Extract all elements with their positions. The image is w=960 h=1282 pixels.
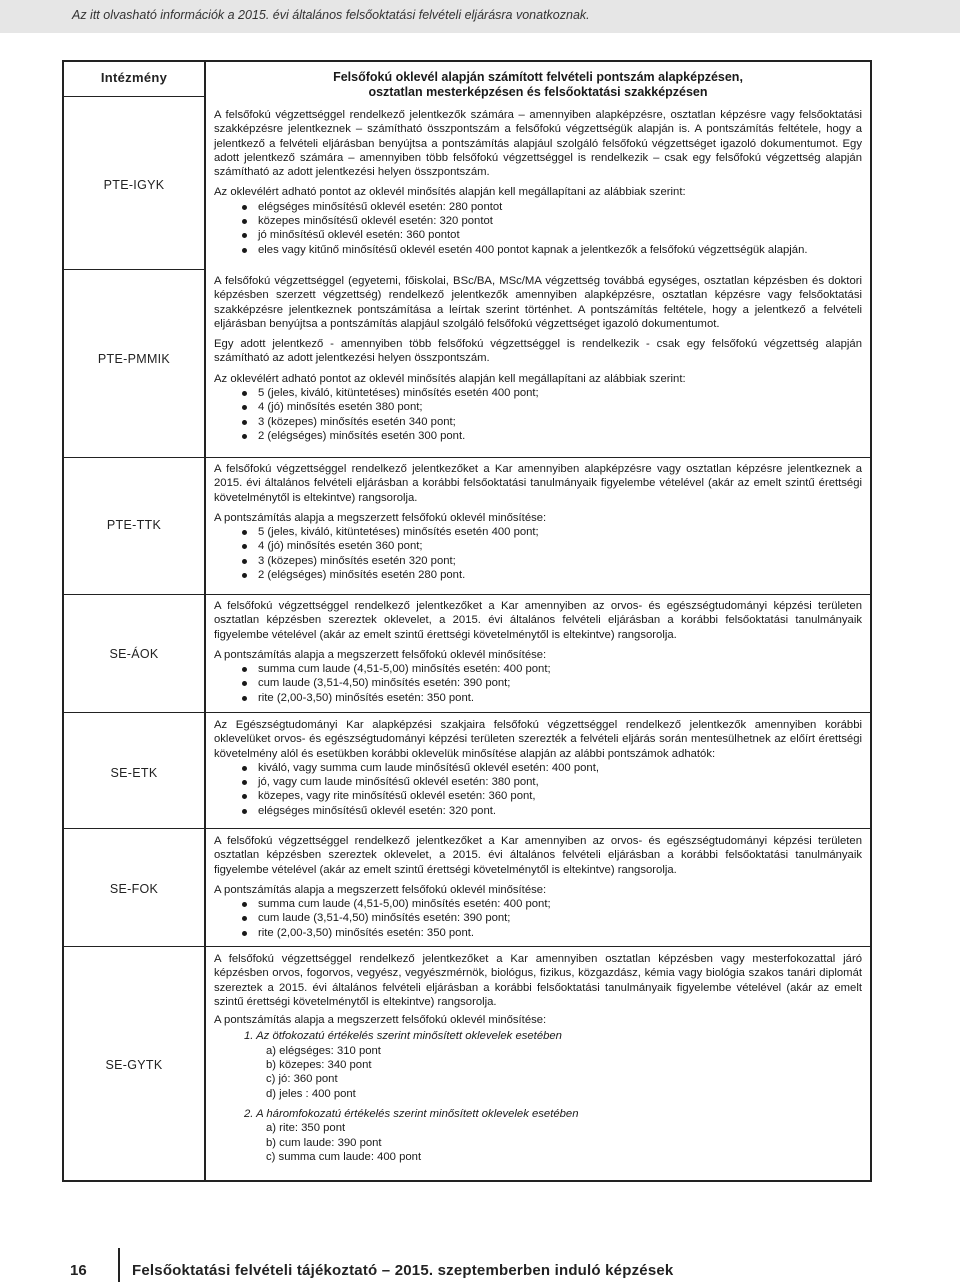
list-item: 2 (elégséges) minősítés esetén 280 pont. bbox=[242, 568, 862, 582]
list-item: cum laude (3,51-4,50) minősítés esetén: 390 pont; bbox=[242, 911, 862, 925]
row-content-se-fok: A felsőfokú végzettséggel rendelkező jelentkezőket a Kar amennyiben az orvos- és egészségtudományi képzési területen osztatlan képzésben szereztek oklevelet, a 2015. évi általános felvételi eljárásban a korábbi felsőoktatási tanulmányaik figyelembe vételével (akár az emelt szintű érettségi követelménytől is eltekintve) rangsorolja. A pontszámítás alapja a megszerzett felsőfokú oklevél minősítése: summa cum laude (4,51-5,00) minősítés esetén: 400 pont; cum laude (3,51-4,50) minősítés esetén: 390 pont; rite (2,00-3,50) minősítés esetén: 350 pont. bbox=[214, 835, 862, 939]
list-item: b) közepes: 340 pont bbox=[266, 1059, 372, 1072]
grading-group-three-level: 2. A háromfokozatú értékelés szerint minősített oklevelek esetében a) rite: 350 pont b) cum laude: 390 pont c) summa cum laude: 400 pont bbox=[244, 1107, 862, 1164]
column-divider bbox=[204, 62, 206, 1180]
row-divider bbox=[64, 457, 870, 458]
list-item: 4 (jó) minősítés esetén 380 pont; bbox=[242, 400, 862, 414]
institution-pte-ttk: PTE-TTK bbox=[106, 518, 162, 532]
top-banner bbox=[0, 0, 960, 33]
institution-se-etk: SE-ETK bbox=[110, 766, 158, 780]
points-list bbox=[242, 200, 862, 257]
list-item: elégséges minősítésű oklevél esetén: 280 pontot bbox=[242, 200, 862, 214]
admission-table bbox=[62, 60, 872, 1182]
points-list bbox=[242, 525, 862, 582]
institution-se-fok: SE-FOK bbox=[109, 882, 159, 896]
footer-divider bbox=[118, 1248, 120, 1282]
list-item: cum laude (3,51-4,50) minősítés esetén: 390 pont; bbox=[242, 676, 862, 690]
list-item: eles vagy kitűnő minősítésű oklevél esetén 400 pontot kapnak a jelentkezők a felsőfokú végzettségük alapján. bbox=[242, 243, 862, 257]
institution-pte-pmmik: PTE-PMMIK bbox=[97, 352, 171, 366]
list-item: a) rite: 350 pont bbox=[266, 1122, 346, 1135]
list-item: jó minősítésű oklevél esetén: 360 pontot bbox=[242, 228, 862, 242]
institution-column-header: Intézmény bbox=[100, 70, 168, 85]
footer-title: Felsőoktatási felvételi tájékoztató – 2015. szeptemberben induló képzések bbox=[132, 1262, 674, 1279]
grading-groups bbox=[244, 1029, 862, 1164]
row-content-pte-ttk: A felsőfokú végzettséggel rendelkező jelentkezőket a Kar amennyiben alapképzésre vagy osztatlan képzésre jelentkeznek a 2015. évi általános felvételi eljárásban a korábbi felsőoktatási tanulmányaik figyelembe vételével (akár az emelt szintű érettségi követelménytől is eltekintve) rangsorolja. A pontszámítás alapja a megszerzett felsőfokú oklevél minősítése: 5 (jeles, kiváló, kitüntetéses) minősítés esetén 400 pont; 4 (jó) minősítés esetén 360 pont; 3 (közepes) minősítés esetén 320 pont; 2 (elégséges) minősítés esetén 280 pont. bbox=[214, 463, 862, 582]
page-number: 16 bbox=[70, 1262, 87, 1279]
row-divider bbox=[64, 828, 870, 829]
list-item: a) elégséges: 310 pont bbox=[266, 1044, 381, 1057]
list-item: kiváló, vagy summa cum laude minősítésű oklevél esetén: 400 pont, bbox=[242, 761, 862, 775]
list-item: 5 (jeles, kiváló, kitüntetéses) minősítés esetén 400 pont; bbox=[242, 386, 862, 400]
row-content-se-aok: A felsőfokú végzettséggel rendelkező jelentkezőket a Kar amennyiben az orvos- és egészségtudományi képzési területen osztatlan képzésben szereztek oklevelet, a 2015. évi általános felvételi eljárásban a korábbi felsőoktatási tanulmányaik figyelembe vételével (akár az emelt szintű érettségi követelménytől is eltekintve) rangsorolja. A pontszámítás alapja a megszerzett felsőfokú oklevél minősítése: summa cum laude (4,51-5,00) minősítés esetén: 400 pont; cum laude (3,51-4,50) minősítés esetén: 390 pont; rite (2,00-3,50) minősítés esetén: 350 pont. bbox=[214, 600, 862, 704]
list-item: 3 (közepes) minősítés esetén 320 pont; bbox=[242, 554, 862, 568]
list-item: c) summa cum laude: 400 pont bbox=[266, 1150, 422, 1163]
sub-list bbox=[266, 1121, 862, 1164]
list-item: közepes minősítésű oklevél esetén: 320 pontot bbox=[242, 214, 862, 228]
list-item: summa cum laude (4,51-5,00) minősítés esetén: 400 pont; bbox=[242, 897, 862, 911]
points-list bbox=[242, 761, 862, 818]
sub-list bbox=[266, 1044, 862, 1101]
points-list bbox=[242, 386, 862, 443]
list-item: rite (2,00-3,50) minősítés esetén: 350 pont. bbox=[242, 926, 862, 940]
row-divider bbox=[64, 594, 870, 595]
row-divider bbox=[64, 269, 204, 270]
institution-se-gytk: SE-GYTK bbox=[105, 1058, 163, 1072]
row-content-pte-igyk: A felsőfokú végzettséggel rendelkező jelentkezők számára – amennyiben alapképzésre, osztatlan képzésre vagy felsőoktatási szakképzésre jelentkeznek – számítható összpontszám a felsőfokú végzettségük alapján is. A pontszámítás feltétele, hogy a jelentkező a felvételi eljárásban benyújtsa a pontszámítás alapjául szolgáló felsőfokú végzettséget igazoló dokumentumot. Egy adott jelentkező számára – amennyiben több felsőfokú végzettséggel is rendelkezik – csak egy felsőfokú végzettség alapján számítható az adott jelentkezési helyen összpontszám. Az oklevélért adható pontot az oklevél minősítés alapján kell megállapítani az alábbiak szerint: elégséges minősítésű oklevél esetén: 280 pontot közepes minősítésű oklevél esetén: 320 pontot jó minősítésű oklevél esetén: 360 pontot eles vagy kitűnő minősítésű oklevél esetén 400 pontot kapnak a jelentkezők a felsőfokú végzettségük alapján. bbox=[214, 109, 862, 256]
list-item: b) cum laude: 390 pont bbox=[266, 1136, 382, 1149]
points-list bbox=[242, 662, 862, 705]
grading-group-five-level: 1. Az ötfokozatú értékelés szerint minősített oklevelek esetében a) elégséges: 310 pont b) közepes: 340 pont c) jó: 360 pont d) jeles : 400 pont bbox=[244, 1029, 862, 1100]
row-content-se-gytk: A felsőfokú végzettséggel rendelkező jelentkezőket a Kar amennyiben osztatlan képzésben vagy mesterfokozattal járó képzésben orvos, fogorvos, vegyész, vegyészmérnök, biológus, fizikus, közgazdász, kémia vagy biológia szakos tanári diplomát szereztek a 2015. évi általános felvételi eljárásban a korábbi felsőoktatási tanulmányaik figyelembe vételével (akár az emelt szintű érettségi követelménytől is eltekintve) rangsorolja. A pontszámítás alapja a megszerzett felsőfokú oklevél minősítése: 1. Az ötfokozatú értékelés szerint minősített oklevelek esetében a) elégséges: 310 pont b) közepes: 340 pont c) jó: 360 pont d) jeles : 400 pont 2. A háromfokozatú értékelés szerint minősített oklevelek esetében a) rite: 350 pont b) cum laude: 390 pont c) summa cum laude: 400 pont bbox=[214, 953, 862, 1163]
row-content-pte-pmmik: A felsőfokú végzettséggel (egyetemi, főiskolai, BSc/BA, MSc/MA végzettség továbbá egységes, osztatlan képzésben és doktori képzésben szerzett végzettség) rendelkező jelentkezők amennyiben alapképzésre, osztatlan képzésre vagy felsőoktatási szakképzésre jelentkeznek pontszámítása a leírtak szerint történhet. A pontszámítás feltétele, hogy a jelentkező a felvételi eljárásban benyújtsa a pontszámítás alapjául szolgáló felsőfokú végzettséget igazoló dokumentumot. Egy adott jelentkező - amennyiben több felsőfokú végzettséggel is rendelkezik - csak egy felsőfokú végzettség alapján számítható az adott jelentkezési helyen összpontszám. Az oklevélért adható pontot az oklevél minősítés alapján kell megállapítani az alábbiak szerint: 5 (jeles, kiváló, kitüntetéses) minősítés esetén 400 pont; 4 (jó) minősítés esetén 380 pont; 3 (közepes) minősítés esetén 340 pont; 2 (elégséges) minősítés esetén 300 pont. bbox=[214, 275, 862, 442]
institution-se-aok: SE-ÁOK bbox=[109, 647, 159, 661]
row-divider bbox=[64, 946, 870, 947]
list-item: 4 (jó) minősítés esetén 360 pont; bbox=[242, 539, 862, 553]
list-item: közepes, vagy rite minősítésű oklevél esetén: 360 pont, bbox=[242, 789, 862, 803]
list-item: summa cum laude (4,51-5,00) minősítés esetén: 400 pont; bbox=[242, 662, 862, 676]
list-item: d) jeles : 400 pont bbox=[266, 1087, 356, 1100]
list-item: elégséges minősítésű oklevél esetén: 320 pont. bbox=[242, 804, 862, 818]
institution-pte-igyk: PTE-IGYK bbox=[103, 178, 165, 192]
list-item: 2 (elégséges) minősítés esetén 300 pont. bbox=[242, 429, 862, 443]
list-item: c) jó: 360 pont bbox=[266, 1073, 338, 1086]
list-item: jó, vagy cum laude minősítésű oklevél esetén: 380 pont, bbox=[242, 775, 862, 789]
list-item: 3 (közepes) minősítés esetén 340 pont; bbox=[242, 415, 862, 429]
table-title: Felsőfokú oklevél alapján számított felvételi pontszám alapképzésen, osztatlan mesterképzésen és felsőoktatási szakképzésen bbox=[333, 70, 743, 99]
banner-text: Az itt olvasható információk a 2015. évi általános felsőoktatási felvételi eljárásra vonatkoznak. bbox=[72, 8, 590, 22]
list-item: 5 (jeles, kiváló, kitüntetéses) minősítés esetén 400 pont; bbox=[242, 525, 862, 539]
row-content-se-etk: Az Egészségtudományi Kar alapképzési szakjaira felsőfokú végzettséggel rendelkező jelentkezők amennyiben korábbi oklevelüket orvos- és egészségtudományi képzési területen szerezték a felvételi eljárás során mentesülhetnek az előírt érettségi követelmény alól és esetükben korábbi oklevelük minősítése alapján az alábbi pontszámok adhatók: kiváló, vagy summa cum laude minősítésű oklevél esetén: 400 pont, jó, vagy cum laude minősítésű oklevél esetén: 380 pont, közepes, vagy rite minősítésű oklevél esetén: 360 pont, elégséges minősítésű oklevél esetén: 320 pont. bbox=[214, 719, 862, 817]
list-item: rite (2,00-3,50) minősítés esetén: 350 pont. bbox=[242, 691, 862, 705]
row-divider bbox=[64, 96, 204, 97]
row-divider bbox=[64, 712, 870, 713]
points-list bbox=[242, 897, 862, 940]
